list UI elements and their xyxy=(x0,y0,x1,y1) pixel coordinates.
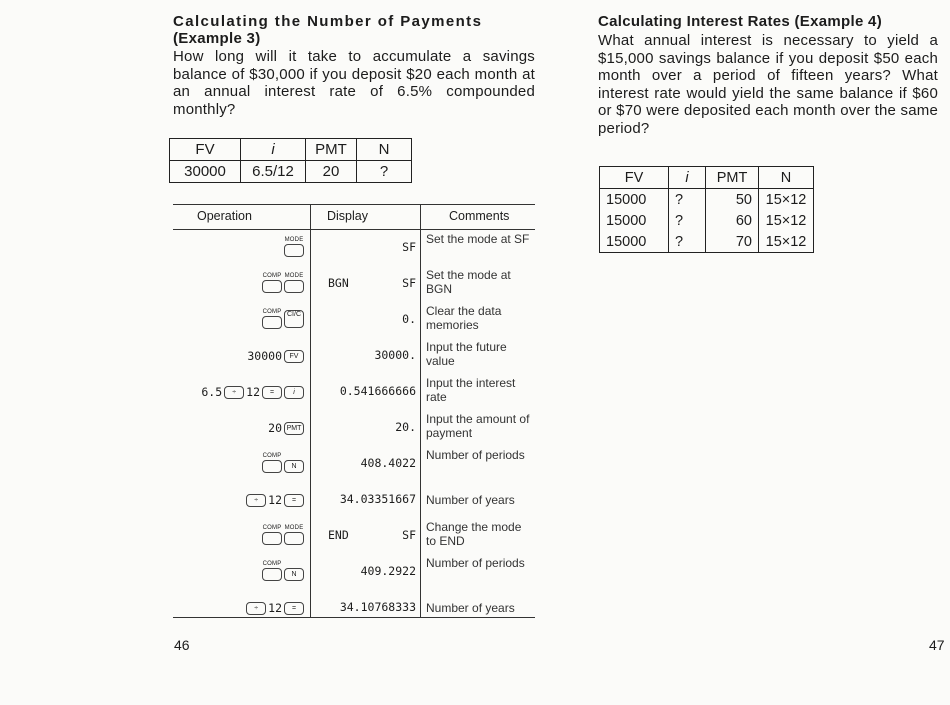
cell-n: 15×12 xyxy=(759,210,814,231)
cell-i: ? xyxy=(669,210,706,231)
op-keys xyxy=(201,385,304,399)
cell-i: ? xyxy=(669,189,706,211)
right-title: Calculating Interest Rates (Example 4) xyxy=(598,13,882,30)
mode-key-icon: MODE xyxy=(284,273,304,293)
var-header-n: N xyxy=(357,139,412,161)
mode-key-icon: MODE xyxy=(284,237,304,257)
var-table-row xyxy=(600,210,814,231)
op-keys xyxy=(246,493,304,507)
var-table-header xyxy=(170,139,412,161)
op-row xyxy=(173,446,535,482)
op-keys xyxy=(268,421,304,435)
display-value: SF xyxy=(402,276,416,290)
op-keys xyxy=(262,309,304,329)
n-key-icon: N xyxy=(284,568,304,581)
divide-key-icon: ÷ xyxy=(246,494,266,507)
display-value: 409.2922 xyxy=(360,564,416,578)
display-value: 0. xyxy=(402,312,416,326)
comment-text: Clear the data memories xyxy=(426,304,502,332)
var-table-row xyxy=(600,231,814,253)
operation-table xyxy=(173,204,535,626)
cell-n: 15×12 xyxy=(759,231,814,253)
op-row xyxy=(173,230,535,266)
display-value: SF xyxy=(402,240,416,254)
var-table-header xyxy=(600,167,814,189)
pmt-key-icon: PMT xyxy=(284,422,304,435)
op-keys xyxy=(262,453,304,473)
comment-text: Number of periods xyxy=(426,556,525,570)
header-display: Display xyxy=(327,209,368,223)
var-header-n: N xyxy=(759,167,814,189)
page-number-right: 47 xyxy=(929,637,945,653)
var-value-fv: 30000 xyxy=(170,161,241,183)
op-row xyxy=(173,590,535,626)
op-keys xyxy=(246,601,304,615)
var-header-i: i xyxy=(241,139,306,161)
var-header-fv: FV xyxy=(170,139,241,161)
op-prefix: 20 xyxy=(268,421,282,435)
var-table-row xyxy=(600,189,814,211)
op-number: 12 xyxy=(268,493,282,507)
ci-c-key-icon: CI/C xyxy=(284,310,304,328)
comment-text: Change the mode to END xyxy=(426,520,522,548)
divide-key-icon: ÷ xyxy=(246,602,266,615)
op-keys xyxy=(284,237,304,257)
left-var-table xyxy=(169,138,412,183)
page-number-left: 46 xyxy=(174,637,190,653)
comment-text: Number of periods xyxy=(426,448,525,462)
display-value: 20. xyxy=(395,420,416,434)
cell-fv: 15000 xyxy=(600,189,669,211)
equals-key-icon: = xyxy=(284,494,304,507)
op-row xyxy=(173,374,535,410)
cell-pmt: 60 xyxy=(706,210,759,231)
header-operation: Operation xyxy=(197,209,252,223)
var-header-fv: FV xyxy=(600,167,669,189)
op-keys xyxy=(262,273,304,293)
cell-pmt: 70 xyxy=(706,231,759,253)
var-value-i: 6.5/12 xyxy=(241,161,306,183)
op-keys xyxy=(247,349,304,363)
divide-key-icon: ÷ xyxy=(224,386,244,399)
equals-key-icon: = xyxy=(262,386,282,399)
left-title xyxy=(173,13,538,47)
op-keys xyxy=(262,561,304,581)
comp-key-icon: COMP xyxy=(262,309,282,329)
left-title-line1: Calculating the Number of Payments xyxy=(173,13,483,30)
cell-pmt: 50 xyxy=(706,189,759,211)
op-row xyxy=(173,338,535,374)
comment-text: Input the interest rate xyxy=(426,376,516,404)
var-header-pmt: PMT xyxy=(706,167,759,189)
display-value: SF xyxy=(402,528,416,542)
op-prefix: 6.5 xyxy=(201,385,223,399)
display-value: 0.541666666 xyxy=(339,384,416,398)
display-value: 34.10768333 xyxy=(339,600,416,614)
cell-fv: 15000 xyxy=(600,210,669,231)
op-row xyxy=(173,482,535,518)
op-table-header xyxy=(173,204,535,230)
left-title-line2: (Example 3) xyxy=(173,30,261,47)
n-key-icon: N xyxy=(284,460,304,473)
var-value-n: ? xyxy=(357,161,412,183)
comp-key-icon: COMP xyxy=(262,561,282,581)
fv-key-icon: FV xyxy=(284,350,304,363)
var-header-i: i xyxy=(669,167,706,189)
comment-text: Number of years xyxy=(426,493,515,507)
op-keys xyxy=(262,525,304,545)
op-row xyxy=(173,410,535,446)
comment-text: Input the amount of payment xyxy=(426,412,530,440)
comp-key-icon: COMP xyxy=(262,525,282,545)
comp-key-icon: COMP xyxy=(262,453,282,473)
var-table-values xyxy=(170,161,412,183)
op-number: 12 xyxy=(268,601,282,615)
display-mode: BGN xyxy=(328,276,349,290)
op-row xyxy=(173,518,535,554)
right-var-table xyxy=(599,166,814,253)
display-value: 408.4022 xyxy=(360,456,416,470)
right-paragraph: What annual interest is necessary to yield a $15,000 savings balance if you deposit $50 each month over a period of fifteen years? What interest rate would yield the same balance if $60 or $70 were deposited each month over the same period? xyxy=(598,32,938,137)
cell-n: 15×12 xyxy=(759,189,814,211)
comment-text: Set the mode at BGN xyxy=(426,268,511,296)
comment-text: Input the future value xyxy=(426,340,507,368)
op-row xyxy=(173,302,535,338)
comment-text: Set the mode at SF xyxy=(426,232,530,246)
display-value: 30000. xyxy=(374,348,416,362)
cell-i: ? xyxy=(669,231,706,253)
var-header-pmt: PMT xyxy=(306,139,357,161)
comment-text: Number of years xyxy=(426,601,515,615)
left-paragraph: How long will it take to accumulate a savings balance of $30,000 if you deposit $20 each month at an annual interest rate of 6.5% compounded monthly? xyxy=(173,48,535,118)
header-comments: Comments xyxy=(449,209,510,223)
op-row xyxy=(173,554,535,590)
display-value: 34.03351667 xyxy=(339,492,416,506)
mode-key-icon: MODE xyxy=(284,525,304,545)
equals-key-icon: = xyxy=(284,602,304,615)
display-mode: END xyxy=(328,528,349,542)
comp-key-icon: COMP xyxy=(262,273,282,293)
op-row xyxy=(173,266,535,302)
op-prefix: 30000 xyxy=(247,349,282,363)
var-value-pmt: 20 xyxy=(306,161,357,183)
cell-fv: 15000 xyxy=(600,231,669,253)
op-number: 12 xyxy=(246,385,260,399)
i-key-icon: i xyxy=(284,386,304,399)
